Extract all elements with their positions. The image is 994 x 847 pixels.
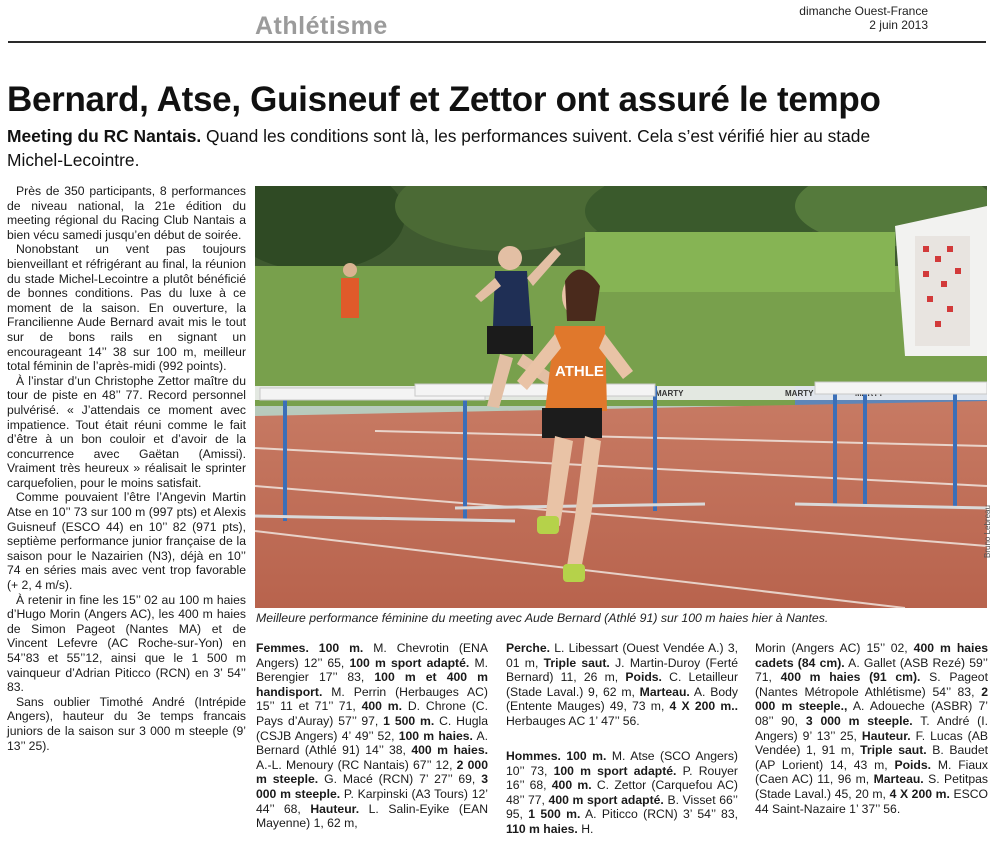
- lede-text: Quand les conditions sont là, les performances suivent. Cela s’est vérifié hier au stade Michel-Lecointre.: [7, 126, 871, 170]
- photo-caption: Meilleure performance féminine du meeting avec Aude Bernard (Athlé 91) sur 100 m haies hier à Nantes.: [256, 611, 829, 625]
- issue-date-line2: 2 juin 2013: [869, 18, 928, 32]
- athlete-bib-text: ATHLE: [555, 363, 604, 380]
- banner-text: MARTY: [785, 389, 814, 398]
- body-paragraph: Comme pouvaient l’être l’Angevin Martin Atse en 10’’ 73 sur 100 m (997 pts) et Alexis Guisneuf (ESCO 44) en 10’’ 82 (971 pts), septième performance junior française de la saison pour le Nazairien (N3), déjà en 10’’ 74 en séries mais avec vent trop favorable (+ 2, 4 m/s).: [7, 490, 246, 593]
- lede-kicker: Meeting du RC Nantais.: [7, 126, 202, 146]
- article-lede: [7, 124, 887, 172]
- article-photo: [255, 186, 987, 608]
- issue-date: [799, 4, 928, 32]
- issue-date-line1: dimanche Ouest-France: [799, 4, 928, 18]
- results-women: Femmes. 100 m. M. Chevrotin (ENA Angers) 12’’ 65, 100 m sport adapté. M. Berengier 17’’ 83, 100 m et 400 m handisport. M. Perrin (Herbauges AC) 15’’ 11 et 71’’ 71, 400 m. D. Chrone (C. Pays d’Auray) 57’’ 97, 1 500 m. C. Hugla (CSJB Angers) 4’ 49’’ 52, 100 m haies. A. Bernard (Athlé 91) 14’’ 38, 400 m haies. A.-L. Menoury (RC Nantais) 67’’ 12, 2 000 m steeple. G. Macé (RCN) 7’ 27’’ 69, 3 000 m steeple. P. Karpinski (A3 Tours) 12’ 44’’ 68, Hauteur. L. Salin-Eyike (EAN Mayenne) 1, 62 m,: [256, 641, 489, 831]
- results-men-cont: Morin (Angers AC) 15’’ 02, 400 m haies cadets (84 cm). A. Gallet (ASB Rezé) 59’’ 71, 400 m haies (91 cm). S. Pageot (Nantes Métropole Athlétisme) 54’’ 83, 2 000 m steeple., A. Adoueche (ASBR) 7’ 08’’ 90, 3 000 m steeple. T. André (I. Angers) 9’ 13’’ 25, Hauteur. F. Lucas (AB Vendée) 1, 91 m, Triple saut. B. Baudet (AP Lorient) 14, 43 m, Poids. M. Fiaux (Caen AC) 11, 96 m, Marteau. S. Petitpas (Stade Laval.) 45, 20 m, 4 X 200 m. ESCO 44 Saint-Nazaire 1’ 37’’ 56.: [755, 641, 989, 816]
- article-body: [7, 184, 246, 753]
- photo-credit: Bruno Lebreau: [983, 505, 992, 558]
- hurdles-photo-illustration: [255, 186, 987, 608]
- results-men: Hommes. 100 m. M. Atse (SCO Angers) 10’’ 73, 100 m sport adapté. P. Rouyer 16’’ 68, 400 m. C. Zettor (Carquefou AC) 48’’ 77, 400 m sport adapté. B. Visset 66’’ 95, 1 500 m. A. Piticco (RCN) 3’ 54’’ 83, 110 m haies. H.: [506, 749, 738, 836]
- body-paragraph: Près de 350 participants, 8 performances de niveau national, la 21e édition du meeting régional du Racing Club Nantais a bien vécu samedi jusqu’en début de soirée.: [7, 184, 246, 242]
- results-women-cont: Perche. L. Libessart (Ouest Vendée A.) 3, 01 m, Triple saut. J. Martin-Duroy (Ferté Bernard) 11, 26 m, Poids. C. Letailleur (Stade Laval.) 9, 62 m, Marteau. A. Body (Entente Mauges) 49, 73 m, 4 X 200 m.. Herbauges AC 1’ 47’’ 56.: [506, 641, 739, 728]
- body-paragraph: À retenir in fine les 15’’ 02 au 100 m haies d’Hugo Morin (Angers AC), les 400 m haies de Simon Pageot (Nantes MA) et de Vincent Lefevre (AC Roche-sur-Yon) en 54’’83 et 55’’12, ainsi que le 1 500 m vainqueur d’Adrian Piticco (RCN) en 3’ 54’’ 83.: [7, 592, 246, 695]
- header-rule: [8, 41, 986, 43]
- body-paragraph: Sans oublier Timothé André (Intrépide Angers), hauteur du 3e temps francais juniors de la saison sur 3 000 m steeple (9’ 13’’ 25).: [7, 694, 246, 753]
- body-paragraph: À l’instar d’un Christophe Zettor maître du tour de piste en 48’’ 77. Record personnel pulvérisé. « J’attendais ce moment avec impatience. Tout était réuni comme le fait d’être à un bon couloir et d’avoir de la concurrence avec Gaëtan (Amissi). Vraiment très heureux » réalisait le sprinter carquefolien, pour le moins satisfait.: [7, 373, 246, 490]
- banner-text: MARTY: [655, 389, 684, 398]
- body-paragraph: Nonobstant un vent pas toujours bienveillant et réfrigérant au final, la réunion du stade Michel-Lecointre a plutôt bénéficié de bonnes conditions. Pas du luxe à ce moment de la saison. En ouverture, la Francilienne Aude Bernard avait mis le tout sur de bons rails en signant un encourageant 14’’ 38 sur 100 m, meilleur total féminin de l’après-midi (992 points).: [7, 242, 246, 374]
- section-rubric: Athlétisme: [255, 12, 388, 40]
- article-headline: Bernard, Atse, Guisneuf et Zettor ont assuré le tempo: [7, 80, 881, 119]
